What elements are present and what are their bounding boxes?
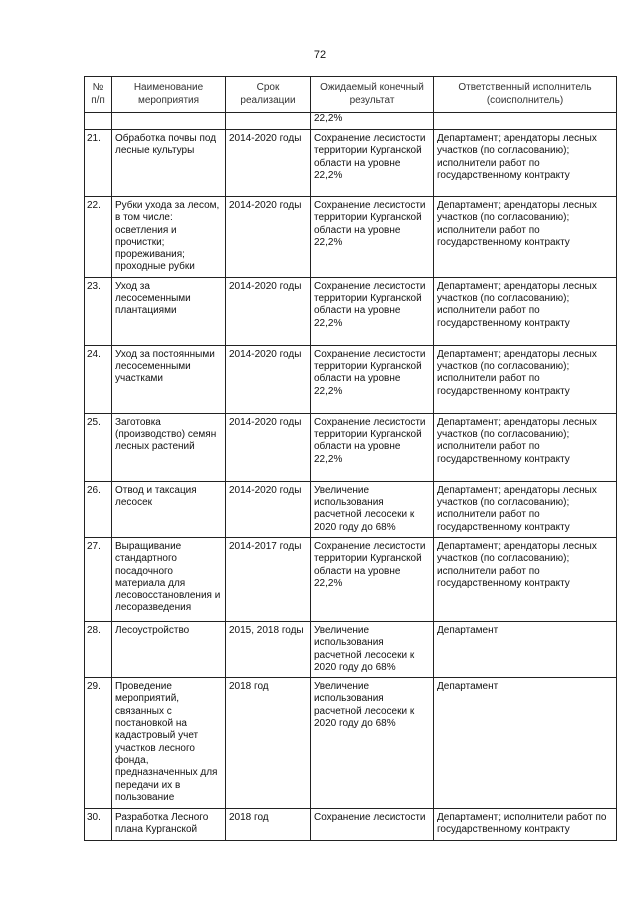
table-row [85, 678, 617, 809]
header-num: № п/п [85, 77, 112, 113]
cell-num: 25. [85, 413, 112, 481]
cell-term: 2018 год [226, 809, 311, 841]
cell-result: Сохранение лесистости территории Курганской области на уровне 22,2% [311, 345, 434, 413]
cell-term: 2014-2020 годы [226, 481, 311, 537]
table-row [85, 809, 617, 841]
cell-num: 29. [85, 678, 112, 809]
cell-name: Разработка Лесного плана Курганской [112, 809, 226, 841]
cell-num: 30. [85, 809, 112, 841]
cell-executor: Департамент; арендаторы лесных участков (по согласованию); исполнители работ по государственному контракту [434, 413, 617, 481]
cell-executor: Департамент; исполнители работ по государственному контракту [434, 809, 617, 841]
cell-num: 28. [85, 621, 112, 677]
table-row [85, 413, 617, 481]
cell-executor: Департамент; арендаторы лесных участков (по согласованию); исполнители работ по государственному контракту [434, 481, 617, 537]
cell-result: Сохранение лесистости территории Курганской области на уровне 22,2% [311, 130, 434, 197]
cell-name: Рубки ухода за лесом, в том числе: осветления и прочистки; прореживания; проходные рубки [112, 197, 226, 278]
cell-result: Увеличение использования расчетной лесосеки к 2020 году до 68% [311, 621, 434, 677]
cell-num: 21. [85, 130, 112, 197]
header-term: Срок реализации [226, 77, 311, 113]
cell-result: Сохранение лесистости территории Курганской области на уровне 22,2% [311, 413, 434, 481]
table-row [85, 621, 617, 677]
cell-name: Выращивание стандартного посадочного материала для лесовосстановления и лесоразведения [112, 537, 226, 621]
table-row [85, 481, 617, 537]
cell-num: 23. [85, 277, 112, 345]
header-name: Наименование мероприятия [112, 77, 226, 113]
continuation-result: 22,2% [311, 113, 434, 130]
cell-result: Увеличение использования расчетной лесосеки к 2020 году до 68% [311, 678, 434, 809]
cell-term: 2014-2020 годы [226, 197, 311, 278]
cell-term: 2014-2020 годы [226, 277, 311, 345]
table-row [85, 130, 617, 197]
cell-executor: Департамент; арендаторы лесных участков (по согласованию); исполнители работ по государственному контракту [434, 130, 617, 197]
cell-result: Сохранение лесистости территории Курганской области на уровне 22,2% [311, 537, 434, 621]
header-result: Ожидаемый конечный результат [311, 77, 434, 113]
cell-executor: Департамент [434, 678, 617, 809]
table-row [85, 277, 617, 345]
table-row [85, 197, 617, 278]
continuation-term [226, 113, 311, 130]
cell-name: Лесоустройство [112, 621, 226, 677]
cell-term: 2014-2020 годы [226, 345, 311, 413]
cell-result: Увеличение использования расчетной лесосеки к 2020 году до 68% [311, 481, 434, 537]
cell-num: 22. [85, 197, 112, 278]
table-header-row [85, 77, 617, 113]
table-row [85, 537, 617, 621]
cell-term: 2014-2020 годы [226, 413, 311, 481]
cell-num: 27. [85, 537, 112, 621]
continuation-row [85, 113, 617, 130]
continuation-name [112, 113, 226, 130]
cell-num: 26. [85, 481, 112, 537]
cell-executor: Департамент; арендаторы лесных участков (по согласованию); исполнители работ по государственному контракту [434, 537, 617, 621]
cell-term: 2014-2017 годы [226, 537, 311, 621]
cell-term: 2015, 2018 годы [226, 621, 311, 677]
cell-term: 2014-2020 годы [226, 130, 311, 197]
cell-result: Сохранение лесистости [311, 809, 434, 841]
header-executor: Ответственный исполнитель (соисполнитель) [434, 77, 617, 113]
cell-executor: Департамент; арендаторы лесных участков (по согласованию); исполнители работ по государственному контракту [434, 345, 617, 413]
cell-executor: Департамент; арендаторы лесных участков (по согласованию); исполнители работ по государственному контракту [434, 277, 617, 345]
cell-num: 24. [85, 345, 112, 413]
cell-name: Уход за лесосеменными плантациями [112, 277, 226, 345]
cell-term: 2018 год [226, 678, 311, 809]
continuation-executor [434, 113, 617, 130]
cell-name: Обработка почвы под лесные культуры [112, 130, 226, 197]
cell-executor: Департамент [434, 621, 617, 677]
cell-result: Сохранение лесистости территории Курганской области на уровне 22,2% [311, 277, 434, 345]
cell-name: Отвод и таксация лесосек [112, 481, 226, 537]
cell-name: Проведение мероприятий, связанных с постановкой на кадастровый учет участков лесного фонда, предназначенных для передачи их в пользование [112, 678, 226, 809]
measures-table [84, 76, 617, 841]
cell-executor: Департамент; арендаторы лесных участков (по согласованию); исполнители работ по государственному контракту [434, 197, 617, 278]
cell-result: Сохранение лесистости территории Курганской области на уровне 22,2% [311, 197, 434, 278]
cell-name: Уход за постоянными лесосеменными участками [112, 345, 226, 413]
page-number: 72 [313, 49, 327, 61]
cell-name: Заготовка (производство) семян лесных растений [112, 413, 226, 481]
table-row [85, 345, 617, 413]
continuation-num [85, 113, 112, 130]
